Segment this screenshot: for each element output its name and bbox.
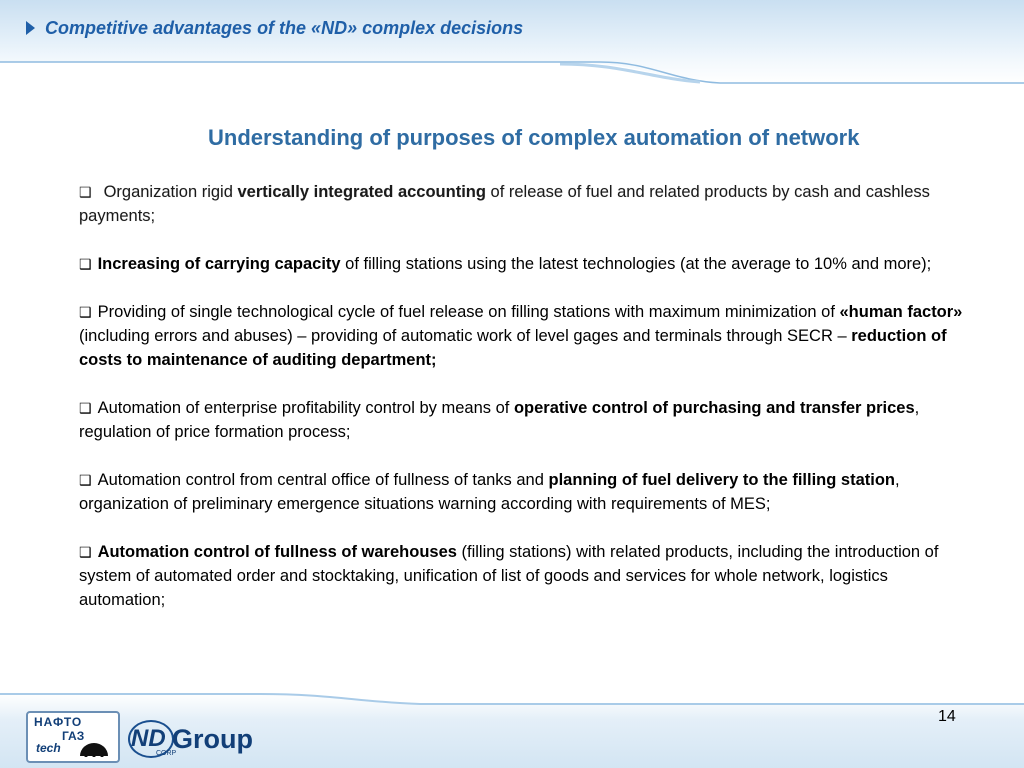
- bullet-item: ❑ Automation of enterprise profitability control by means of operative control of purchasing and transfer prices, regulation of price formation process;: [79, 399, 920, 441]
- bullet-list: [79, 180, 969, 636]
- bullet-item: ❑ Increasing of carrying capacity of filling stations using the latest technologies (at the average to 10% and more);: [79, 255, 932, 273]
- logo-text: tech: [36, 741, 61, 755]
- checkbox-bullet-icon: ❑: [79, 544, 92, 560]
- logo-text: НАФТО: [34, 715, 83, 729]
- logo-text: CORP: [156, 750, 177, 757]
- checkbox-bullet-icon: ❑: [79, 256, 92, 272]
- checkbox-bullet-icon: ❑: [79, 184, 92, 200]
- triangle-right-icon: [26, 21, 35, 35]
- logo-text: ГАЗ: [62, 729, 85, 743]
- bullet-item: ❑ Automation control from central office of fullness of tanks and planning of fuel delivery to the filling station, organization of preliminary emergence situations warning according with requirements of MES;: [79, 471, 900, 513]
- slide-title: Understanding of purposes of complex automation of network: [208, 125, 860, 150]
- checkbox-bullet-icon: ❑: [79, 304, 92, 320]
- page-number: 14: [938, 708, 956, 725]
- header-title: Competitive advantages of the «ND» complex decisions: [26, 18, 523, 39]
- header-band: [0, 0, 1024, 110]
- bullet-item: ❑ Automation control of fullness of warehouses (filling stations) with related products, including the introduction of system of automated order and stocktaking, unification of list of goods and services for whole network, logistics automation;: [79, 543, 939, 609]
- checkbox-bullet-icon: ❑: [79, 400, 92, 416]
- logo-text: ND: [131, 725, 166, 752]
- checkbox-bullet-icon: ❑: [79, 472, 92, 488]
- logo-text: Group: [172, 724, 253, 754]
- dome-icon: [78, 741, 110, 757]
- naftogaz-tech-logo: [26, 711, 120, 763]
- bullet-item: ❑ Providing of single technological cycle of fuel release on filling stations with maximum minimization of «human factor» (including errors and abuses) – providing of automatic work of level gages and terminals through SECR – reduction of costs to maintenance of auditing department;: [79, 303, 963, 369]
- bullet-item: ❑ Organization rigid vertically integrated accounting of release of fuel and related products by cash and cashless payments;: [79, 183, 930, 225]
- nd-group-logo: [126, 716, 256, 762]
